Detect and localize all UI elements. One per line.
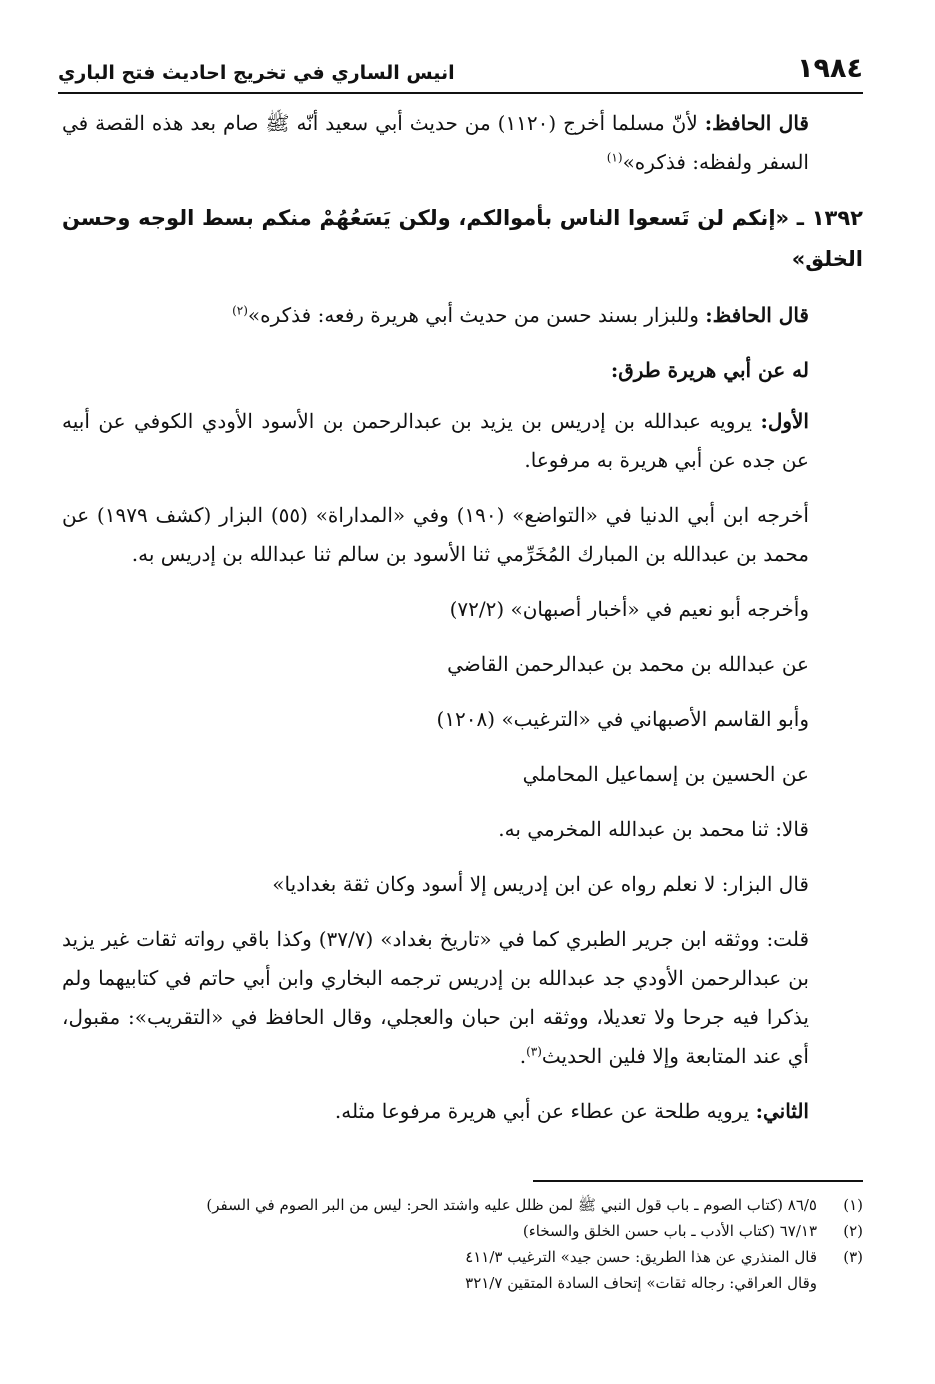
paragraph-qultu bbox=[62, 920, 863, 1076]
footnotes bbox=[62, 1192, 863, 1296]
label-qal-hafiz: قال الحافظ: bbox=[704, 111, 809, 135]
line-abdullah-qadi: عن عبدالله بن محمد بن عبدالرحمن القاضي bbox=[447, 652, 809, 676]
paragraph-second-path bbox=[62, 1092, 863, 1131]
footnote-1 bbox=[62, 1192, 863, 1218]
footnote-number: (٢) bbox=[843, 1222, 863, 1240]
paragraph-hafiz-1 bbox=[62, 104, 863, 182]
footnote-divider bbox=[533, 1180, 863, 1182]
paragraph-text: وللبزار بسند حسن من حديث أبي هريرة رفعه: فذكره» bbox=[247, 303, 699, 327]
footnote-3 bbox=[62, 1244, 863, 1270]
footnote-3-continuation: وقال العراقي: رجاله ثقات» إتحاف السادة المتقين ٣٢١/٧ bbox=[465, 1274, 817, 1292]
section-heading: له عن أبي هريرة طرق: bbox=[610, 358, 809, 382]
paragraph-text: قلت: ووثقه ابن جرير الطبري كما في «تاريخ بغداد» (٣٧/٧) وكذا باقي رواته ثقات غير يزيد بن عبدالرحمن الأودي جد عبدالله بن إدريس ترجمه البخاري وابن أبي حاتم في كتابيهما ولم يذكرا فيه جرحا ولا تعديلا، ووثقه ابن حبان والعجلي، وقال الحافظ في «التقريب»: مقبول، أي عند المتابعة وإلا فلين الحديث bbox=[62, 927, 810, 1068]
footnote-number: (٣) bbox=[843, 1248, 863, 1266]
footnote-number: (١) bbox=[843, 1196, 863, 1214]
paragraph-hafiz-2 bbox=[62, 296, 863, 335]
footnote-text: ٨٦/٥ (كتاب الصوم ـ باب قول النبي ﷺ لمن ظلل عليه واشتد الحر: ليس من البر الصوم في السفر) bbox=[206, 1196, 817, 1214]
line-qala: قالا: ثنا محمد بن عبدالله المخرمي به. bbox=[498, 817, 809, 841]
footnote-text: قال المنذري عن هذا الطريق: حسن جيد» الترغيب ٤١١/٣ bbox=[465, 1248, 817, 1266]
footnote-2 bbox=[62, 1218, 863, 1244]
line-bazzar: قال البزار: لا نعلم رواه عن ابن إدريس إلا أسود وكان ثقة بغداديا» bbox=[272, 872, 809, 896]
paragraph-text: يرويه عبدالله بن إدريس بن يزيد بن عبدالرحمن بن الأسود الأودي الكوفي عن أبيه عن جده عن أبي هريرة به مرفوعا. bbox=[62, 409, 809, 472]
paragraph-takhrij: أخرجه ابن أبي الدنيا في «التواضع» (١٩٠) وفي «المداراة» (٥٥) البزار (كشف ١٩٧٩) عن محمد بن عبدالله بن المبارك المُخَرِّمي ثنا الأسود بن سالم ثنا عبدالله بن إدريس به. bbox=[62, 503, 809, 566]
label-first: الأول: bbox=[760, 409, 809, 433]
footnote-ref: (١) bbox=[606, 150, 623, 165]
page-header bbox=[58, 44, 863, 94]
footnote-ref: (٢) bbox=[232, 303, 248, 318]
paragraph-first-path bbox=[62, 402, 863, 480]
line-abu-nuaym: وأخرجه أبو نعيم في «أخبار أصبهان» (٧٢/٢) bbox=[449, 597, 809, 621]
line-asbahani: وأبو القاسم الأصبهاني في «الترغيب» (١٢٠٨) bbox=[436, 707, 809, 731]
paragraph-end: . bbox=[519, 1044, 527, 1068]
footnote-ref: (٣) bbox=[526, 1044, 542, 1059]
page-number: ١٩٨٤ bbox=[797, 53, 863, 84]
paragraph-text: يرويه طلحة عن عطاء عن أبي هريرة مرفوعا مثله. bbox=[334, 1099, 750, 1123]
label-second: الثاني: bbox=[755, 1099, 809, 1123]
label-qal-hafiz: قال الحافظ: bbox=[705, 303, 809, 327]
footnote-text: ٦٧/١٣ (كتاب الأدب ـ باب حسن الخلق والسخاء) bbox=[522, 1222, 817, 1240]
paragraph-text: لأنّ مسلما أخرج (١١٢٠) من حديث أبي سعيد أنّه ﷺ صام بعد هذه القصة في السفر ولفظه: فذكره» bbox=[62, 111, 809, 174]
page-body bbox=[62, 104, 863, 1147]
running-title: انيس الساري في تخريج احاديث فتح الباري bbox=[58, 62, 455, 84]
hadith-1392: ١٣٩٢ ـ «إنكم لن تَسعوا الناس بأموالكم، ولكن يَسَعُهُمْ منكم بسط الوجه وحسن الخلق» bbox=[62, 206, 863, 271]
line-muhamili: عن الحسين بن إسماعيل المحاملي bbox=[522, 762, 809, 786]
